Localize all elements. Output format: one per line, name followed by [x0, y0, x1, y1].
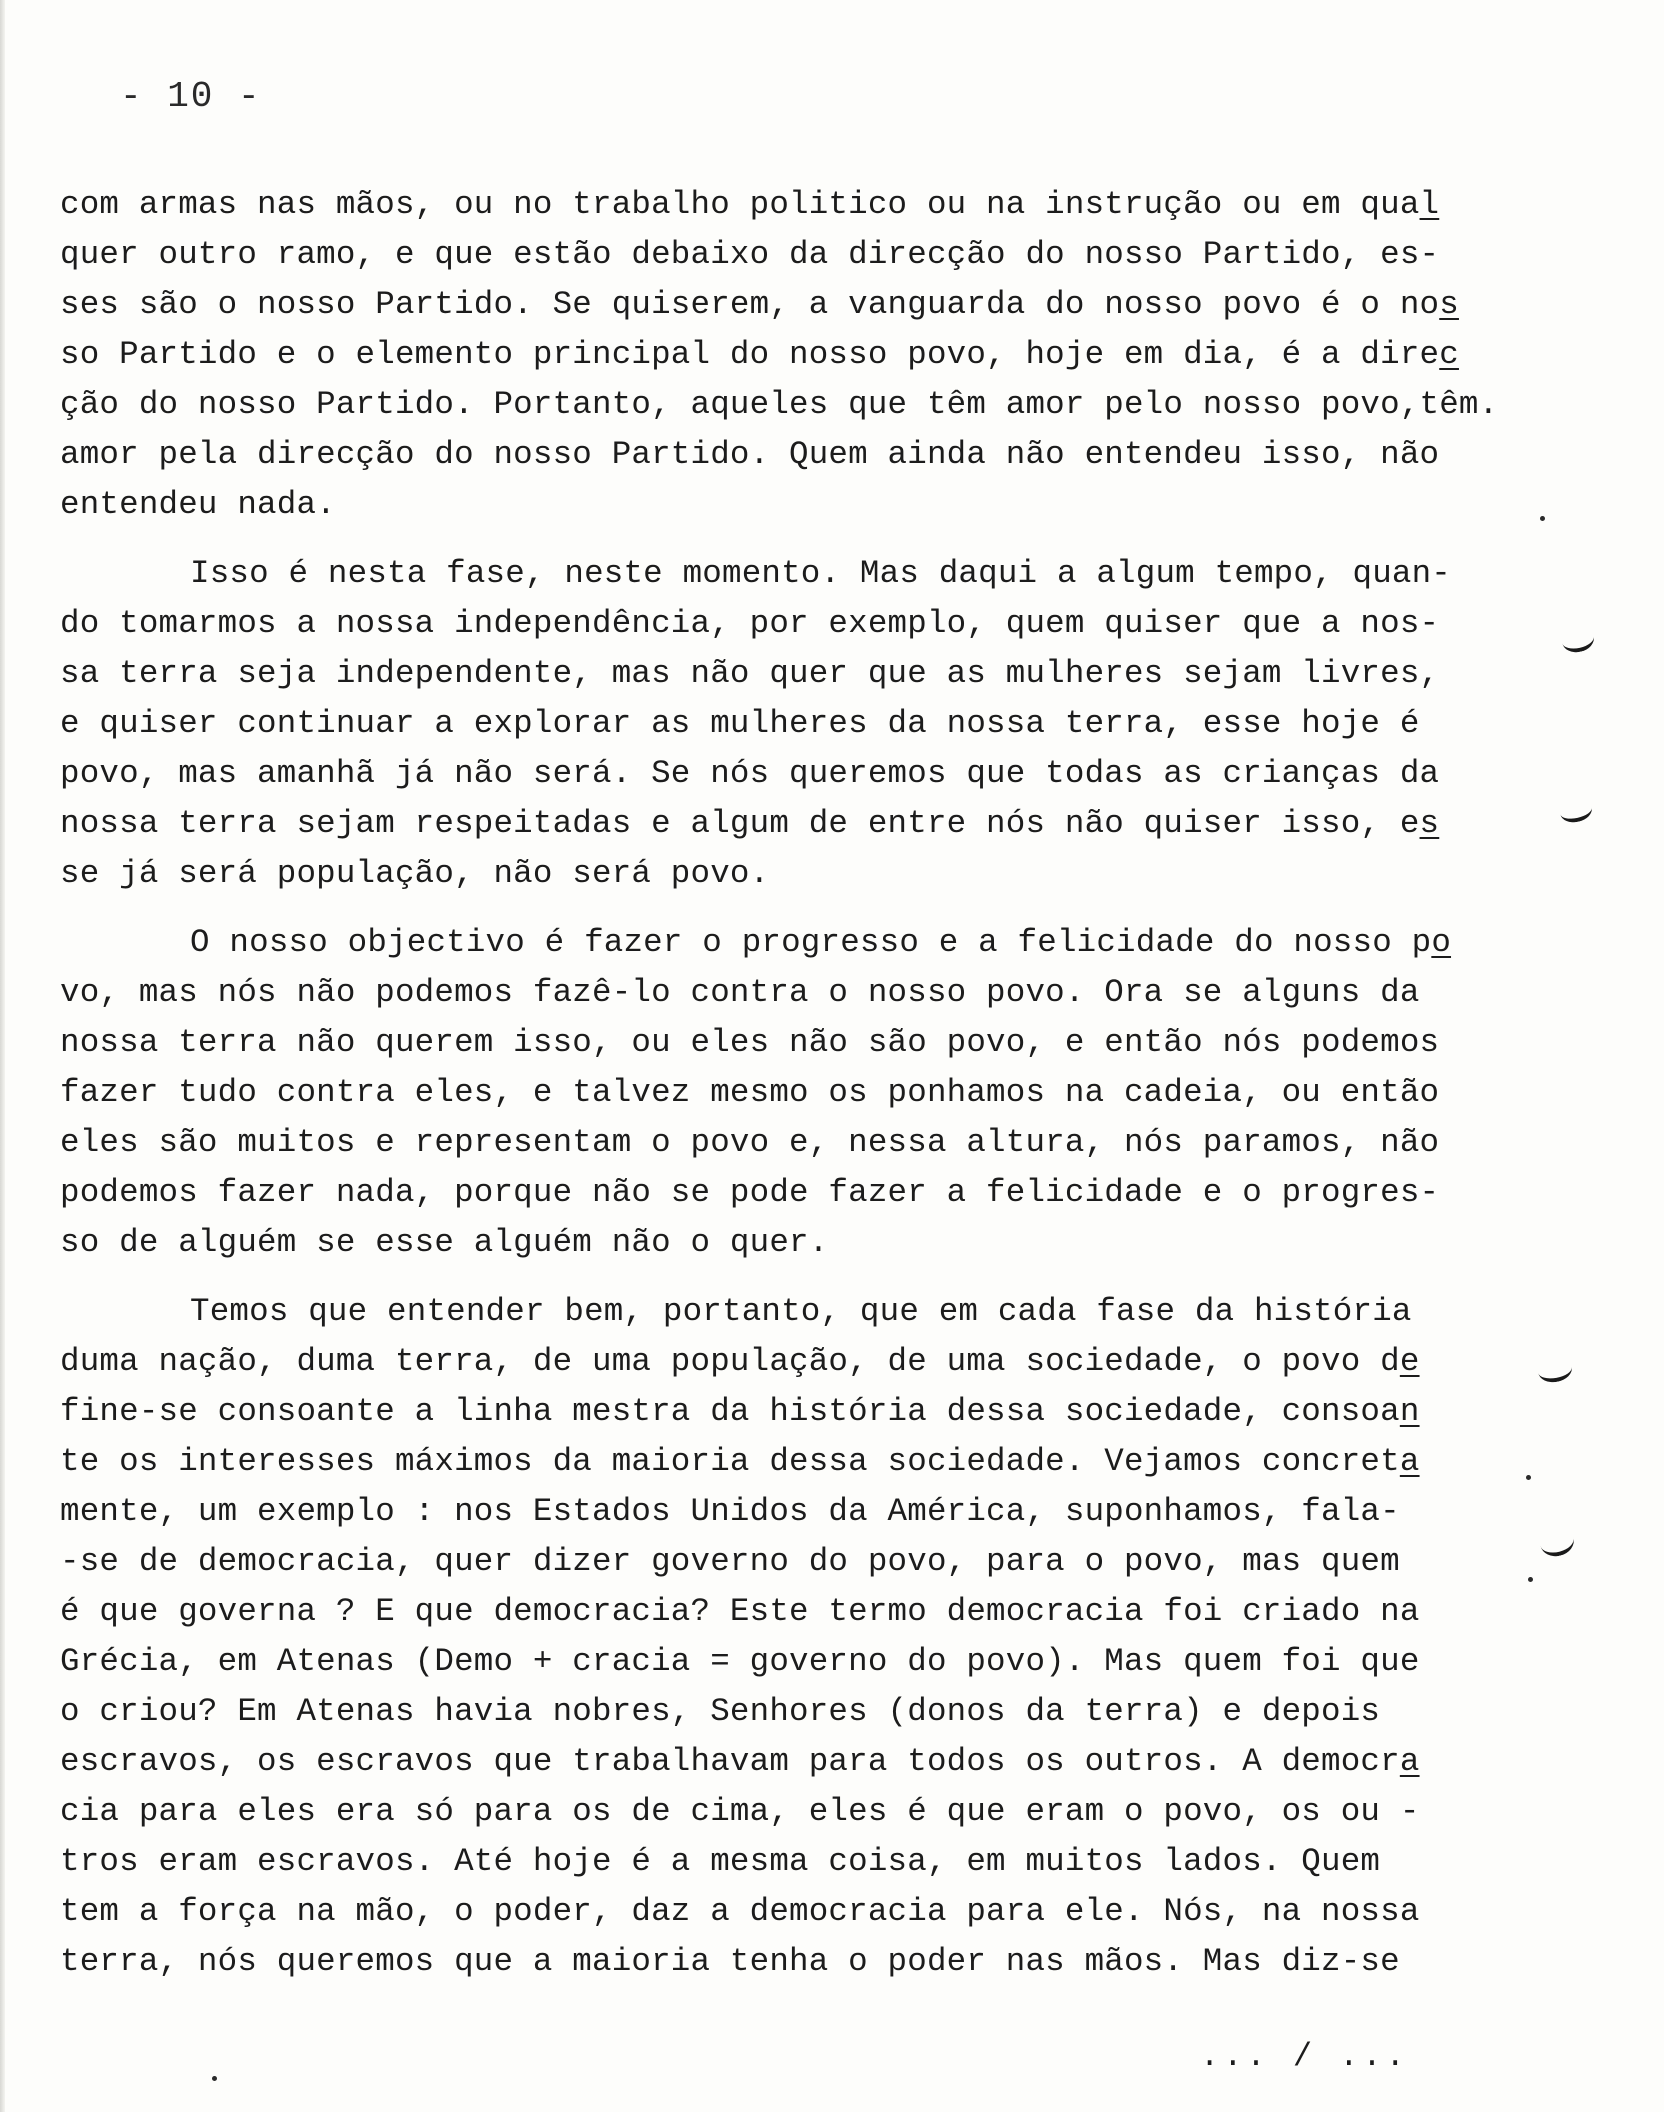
text-line: [60, 1787, 1510, 1837]
text-line-content: ses são o nosso Partido. Se quiserem, a vanguarda do nosso povo é o no: [60, 286, 1440, 323]
margin-dot: [1528, 1577, 1533, 1582]
text-line: [60, 230, 1510, 280]
text-line-content: O nosso objectivo é fazer o progresso e a felicidade do nosso p: [190, 924, 1432, 961]
text-line: [60, 1837, 1510, 1887]
text-line: [60, 549, 1510, 599]
text-line-content: duma nação, duma terra, de uma população, de uma sociedade, o povo d: [60, 1343, 1400, 1380]
text-line-content: eles são muitos e representam o povo e, nessa altura, nós paramos, não: [60, 1124, 1440, 1161]
text-line: [60, 1118, 1510, 1168]
text-line: [60, 1218, 1510, 1268]
margin-dot: [1540, 516, 1545, 521]
text-line: [60, 699, 1510, 749]
margin-mark: [1537, 1524, 1577, 1559]
text-line-content: terra, nós queremos que a maioria tenha o poder nas mãos. Mas diz-se: [60, 1943, 1400, 1980]
text-line: [60, 799, 1510, 849]
paragraph: [60, 180, 1510, 530]
text-line-content: -se de democracia, quer dizer governo do povo, para o povo, mas quem: [60, 1543, 1400, 1580]
paragraph: [60, 1287, 1510, 1987]
margin-mark: [1536, 1355, 1574, 1385]
text-line: [60, 1437, 1510, 1487]
underlined-syllable: a: [1399, 1443, 1420, 1480]
underlined-syllable: n: [1399, 1393, 1420, 1430]
text-line-content: so Partido e o elemento principal do nosso povo, hoje em dia, é a dire: [60, 336, 1440, 373]
text-line-content: e quiser continuar a explorar as mulheres da nossa terra, esse hoje é: [60, 705, 1420, 742]
text-line: [60, 1687, 1510, 1737]
margin-dot: [212, 2076, 217, 2081]
text-line: [60, 1287, 1510, 1337]
text-line-content: amor pela direcção do nosso Partido. Quem ainda não entendeu isso, não: [60, 436, 1440, 473]
margin-mark: [1558, 797, 1594, 825]
text-line-content: entendeu nada.: [60, 486, 336, 523]
underlined-syllable: s: [1439, 286, 1459, 323]
margin-mark: [1560, 625, 1596, 655]
margin-dot: [1526, 1475, 1531, 1480]
continuation-marker: ... / ...: [1200, 2038, 1409, 2075]
text-line: [60, 1337, 1510, 1387]
text-line: [60, 849, 1510, 899]
text-line-content: nossa terra sejam respeitadas e algum de entre nós não quiser isso, e: [60, 805, 1420, 842]
text-line: [60, 649, 1510, 699]
text-line-content: ção do nosso Partido. Portanto, aqueles que têm amor pelo nosso povo,têm.: [60, 386, 1499, 423]
text-line: [60, 330, 1510, 380]
text-line: [60, 749, 1510, 799]
text-line: [60, 599, 1510, 649]
text-line-content: o criou? Em Atenas havia nobres, Senhores (donos da terra) e depois: [60, 1693, 1381, 1730]
text-line: [60, 380, 1510, 430]
text-line: [60, 968, 1510, 1018]
text-line-content: tem a força na mão, o poder, daz a democracia para ele. Nós, na nossa: [60, 1893, 1420, 1930]
text-line: [60, 1018, 1510, 1068]
text-line: [60, 1387, 1510, 1437]
page-left-edge: [0, 0, 5, 2112]
text-line-content: escravos, os escravos que trabalhavam para todos os outros. A democr: [60, 1743, 1400, 1780]
text-line-content: vo, mas nós não podemos fazê-lo contra o nosso povo. Ora se alguns da: [60, 974, 1420, 1011]
body-text: [60, 180, 1510, 2006]
paragraph: [60, 918, 1510, 1268]
text-line: [60, 480, 1510, 530]
text-line: [60, 280, 1510, 330]
text-line: [60, 1587, 1510, 1637]
text-line-content: povo, mas amanhã já não será. Se nós queremos que todas as crianças da: [60, 755, 1440, 792]
paragraph: [60, 549, 1510, 899]
text-line: [60, 1487, 1510, 1537]
underlined-syllable: s: [1419, 805, 1440, 842]
text-line-content: podemos fazer nada, porque não se pode fazer a felicidade e o progres-: [60, 1174, 1440, 1211]
text-line: [60, 1168, 1510, 1218]
text-line: [60, 1637, 1510, 1687]
text-line-content: do tomarmos a nossa independência, por exemplo, quem quiser que a nos-: [60, 605, 1440, 642]
text-line: [60, 1887, 1510, 1937]
text-line: [60, 1537, 1510, 1587]
text-line-content: fine-se consoante a linha mestra da história dessa sociedade, consoa: [60, 1393, 1400, 1430]
text-line-content: sa terra seja independente, mas não quer que as mulheres sejam livres,: [60, 655, 1440, 692]
text-line-content: tros eram escravos. Até hoje é a mesma coisa, em muitos lados. Quem: [60, 1843, 1381, 1880]
underlined-syllable: e: [1399, 1343, 1420, 1380]
text-line-content: so de alguém se esse alguém não o quer.: [60, 1224, 829, 1261]
text-line-content: com armas nas mãos, ou no trabalho politico ou na instrução ou em qua: [60, 186, 1420, 223]
text-line: [60, 1068, 1510, 1118]
text-line-content: cia para eles era só para os de cima, eles é que eram o povo, os ou -: [60, 1793, 1420, 1830]
text-line-content: Grécia, em Atenas (Demo + cracia = governo do povo). Mas quem foi que: [60, 1643, 1420, 1680]
text-line-content: mente, um exemplo : nos Estados Unidos da América, suponhamos, fala-: [60, 1493, 1400, 1530]
text-line: [60, 1737, 1510, 1787]
text-line-content: Temos que entender bem, portanto, que em cada fase da história: [190, 1293, 1412, 1330]
text-line-content: Isso é nesta fase, neste momento. Mas daqui a algum tempo, quan-: [190, 555, 1452, 592]
text-line: [60, 918, 1510, 968]
text-line-content: fazer tudo contra eles, e talvez mesmo os ponhamos na cadeia, ou então: [60, 1074, 1440, 1111]
text-line: [60, 1937, 1510, 1987]
text-line-content: é que governa ? E que democracia? Este termo democracia foi criado na: [60, 1593, 1420, 1630]
underlined-syllable: l: [1419, 186, 1440, 223]
underlined-syllable: c: [1439, 336, 1459, 373]
text-line-content: te os interesses máximos da maioria dessa sociedade. Vejamos concret: [60, 1443, 1400, 1480]
text-line: [60, 430, 1510, 480]
text-line: [60, 180, 1510, 230]
text-line-content: quer outro ramo, e que estão debaixo da direcção do nosso Partido, es-: [60, 236, 1440, 273]
text-line-content: nossa terra não querem isso, ou eles não são povo, e então nós podemos: [60, 1024, 1440, 1061]
page-number: - 10 -: [120, 76, 262, 117]
text-line-content: se já será população, não será povo.: [60, 855, 770, 892]
underlined-syllable: o: [1431, 924, 1452, 961]
underlined-syllable: a: [1399, 1743, 1420, 1780]
